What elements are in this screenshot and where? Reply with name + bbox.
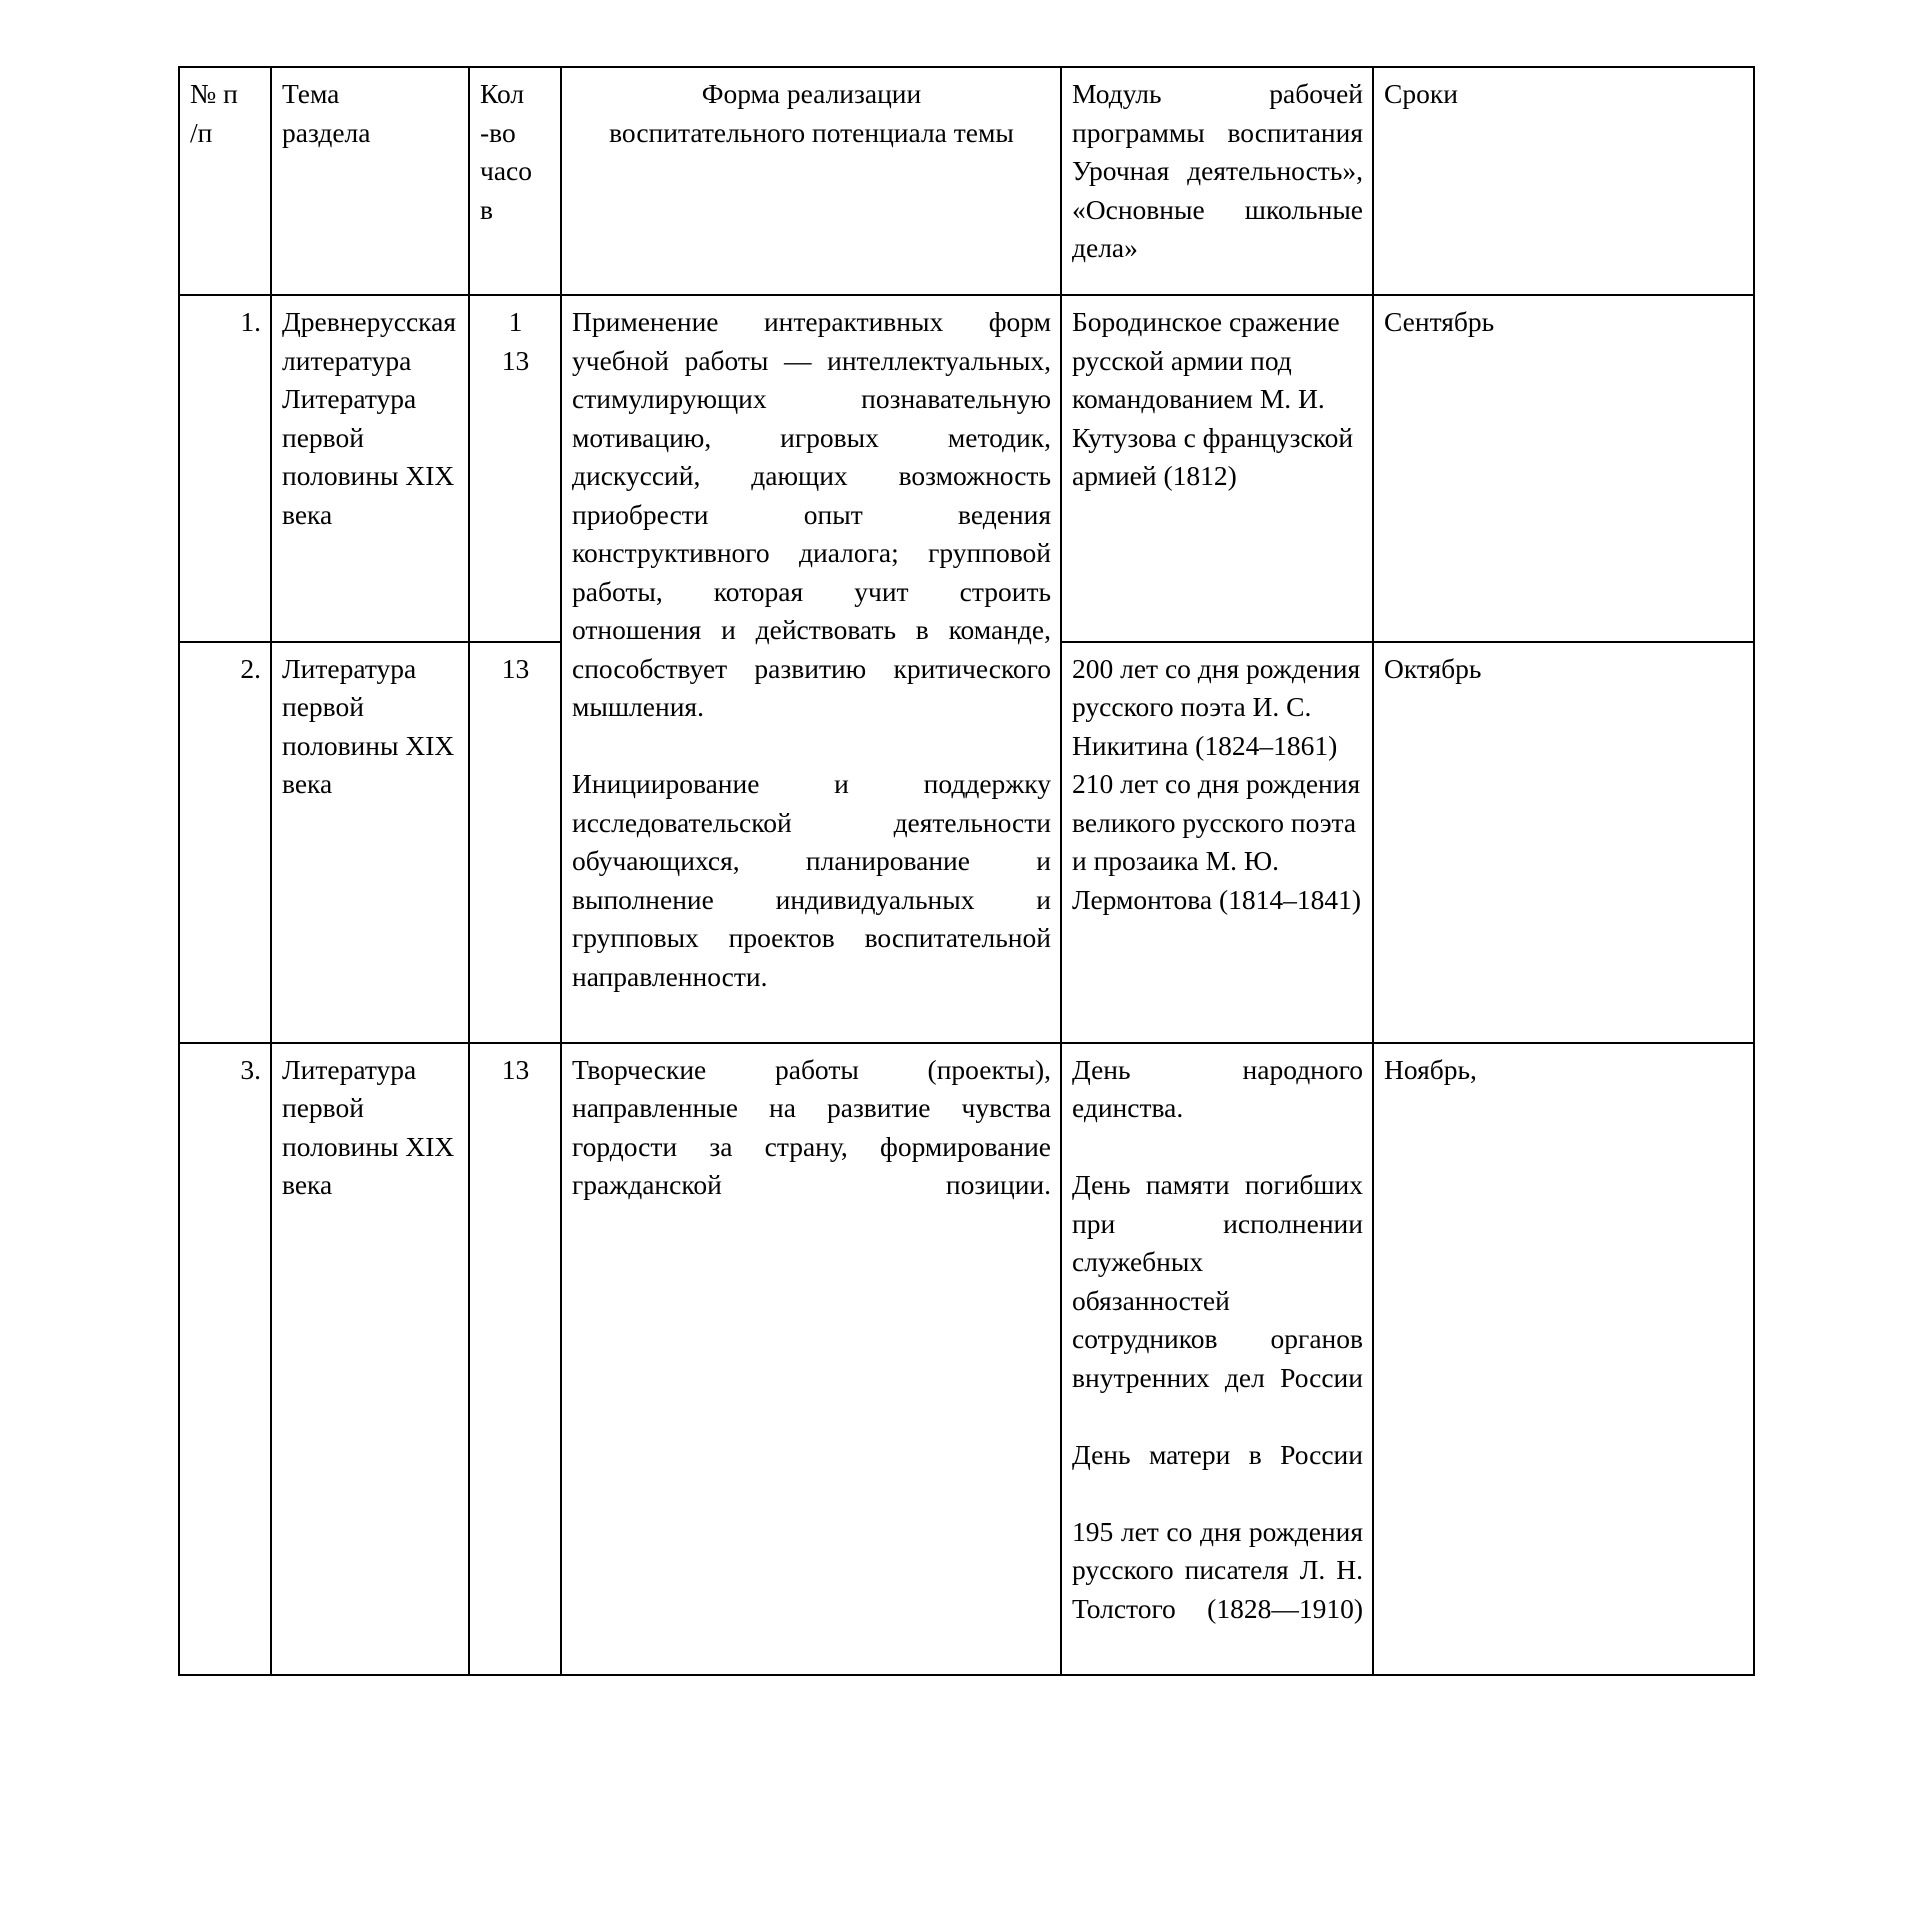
module-item-3: День матери в России bbox=[1072, 1438, 1363, 1470]
header-cell-module bbox=[1061, 67, 1373, 295]
header-cell-form bbox=[561, 67, 1061, 295]
header-hours-line1: Кол bbox=[480, 78, 525, 109]
header-cell-number bbox=[179, 67, 271, 295]
row-number-1 bbox=[179, 295, 271, 642]
row-theme-value: Литература первой половины XIX века bbox=[282, 652, 455, 800]
row-form-merged-1-2 bbox=[561, 295, 1061, 1043]
module-item-1: День народного единства. bbox=[1072, 1053, 1363, 1123]
row-hours-line2: 13 bbox=[501, 344, 530, 376]
row-module-3 bbox=[1061, 1043, 1373, 1675]
form-paragraph-2: Инициирование и поддержку исследовательской деятельности обучающихся, планирование и выполнение индивидуальных и групповых проектов воспитательной направленности. bbox=[572, 768, 1051, 992]
row-hours-2 bbox=[469, 642, 561, 1043]
header-number-line2: /п bbox=[190, 116, 213, 148]
row-terms-value: Ноябрь, bbox=[1384, 1053, 1477, 1085]
row-number-value: 2. bbox=[240, 652, 261, 684]
row-module-value: Бородинское сражение русской армии под командованием М. И. Кутузова с французской армией (1812) bbox=[1072, 306, 1354, 491]
row-terms-1 bbox=[1373, 295, 1754, 642]
row-hours-line1: 1 bbox=[508, 306, 523, 337]
header-number-line1: № п bbox=[190, 78, 238, 109]
row-module-1 bbox=[1061, 295, 1373, 642]
table-row bbox=[179, 1043, 1754, 1675]
row-theme-3 bbox=[271, 1043, 469, 1675]
row-terms-2 bbox=[1373, 642, 1754, 1043]
row-terms-3 bbox=[1373, 1043, 1754, 1675]
row-theme-2 bbox=[271, 642, 469, 1043]
row-terms-value: Сентябрь bbox=[1384, 306, 1495, 337]
header-theme-line2: раздела bbox=[282, 116, 371, 148]
row-number-value: 1. bbox=[240, 306, 261, 337]
row-form-3 bbox=[561, 1043, 1061, 1675]
module-item-4: 195 лет со дня рождения русского писателя Л. Н. Толстого (1828—1910) bbox=[1072, 1515, 1363, 1624]
module-item-1: 200 лет со дня рождения русского поэта И. С. Никитина (1824–1861) bbox=[1072, 652, 1361, 761]
header-terms-text: Сроки bbox=[1384, 78, 1458, 109]
module-item-2: День памяти погибших при исполнении служебных обязанностей сотрудников органов внутренних дел России bbox=[1072, 1169, 1363, 1393]
header-theme-line1: Тема bbox=[282, 78, 340, 109]
module-item-2: 210 лет со дня рождения великого русского поэта и прозаика М. Ю. Лермонтова (1814–1841) bbox=[1072, 768, 1362, 915]
row-hours-3 bbox=[469, 1043, 561, 1675]
row-hours-1 bbox=[469, 295, 561, 642]
header-cell-terms bbox=[1373, 67, 1754, 295]
table-row bbox=[179, 295, 1754, 642]
row-theme-1 bbox=[271, 295, 469, 642]
row-number-value: 3. bbox=[240, 1053, 261, 1085]
row-terms-value: Октябрь bbox=[1384, 652, 1482, 684]
row-number-2 bbox=[179, 642, 271, 1043]
row-theme-value: Древнерусская литература Литература первой половины XIX века bbox=[282, 306, 456, 530]
header-form-line1: Форма реализации bbox=[701, 78, 922, 109]
header-hours-line2: -во bbox=[480, 116, 516, 148]
header-hours-line4: в bbox=[480, 193, 493, 225]
header-hours-line3: часо bbox=[480, 155, 532, 186]
header-form-line2: воспитательного потенциала темы bbox=[609, 116, 1014, 148]
row-hours-line1: 13 bbox=[501, 1053, 530, 1085]
plan-table-wrapper bbox=[178, 66, 1753, 1676]
header-module-text: Модуль рабочей программы воспитания Урочная деятельность», «Основные школьные дела» bbox=[1072, 78, 1363, 263]
row-module-2 bbox=[1061, 642, 1373, 1043]
curriculum-plan-table bbox=[178, 66, 1755, 1676]
row-hours-line1: 13 bbox=[501, 652, 530, 684]
table-header-row bbox=[179, 67, 1754, 295]
header-cell-theme bbox=[271, 67, 469, 295]
row-theme-value: Литература первой половины XIX века bbox=[282, 1053, 455, 1200]
header-cell-hours bbox=[469, 67, 561, 295]
row-number-3 bbox=[179, 1043, 271, 1675]
form-paragraph-3: Творческие работы (проекты), направленные на развитие чувства гордости за страну, формирование гражданской позиции. bbox=[572, 1053, 1051, 1200]
form-paragraph-1: Применение интерактивных форм учебной работы — интеллектуальных, стимулирующих познавательную мотивацию, игровых методик, дискуссий, дающих возможность приобрести опыт ведения конструктивного диалога; групповой работы, которая учит строить отношения и действовать в команде, способствует развитию критического мышления. bbox=[572, 306, 1051, 722]
